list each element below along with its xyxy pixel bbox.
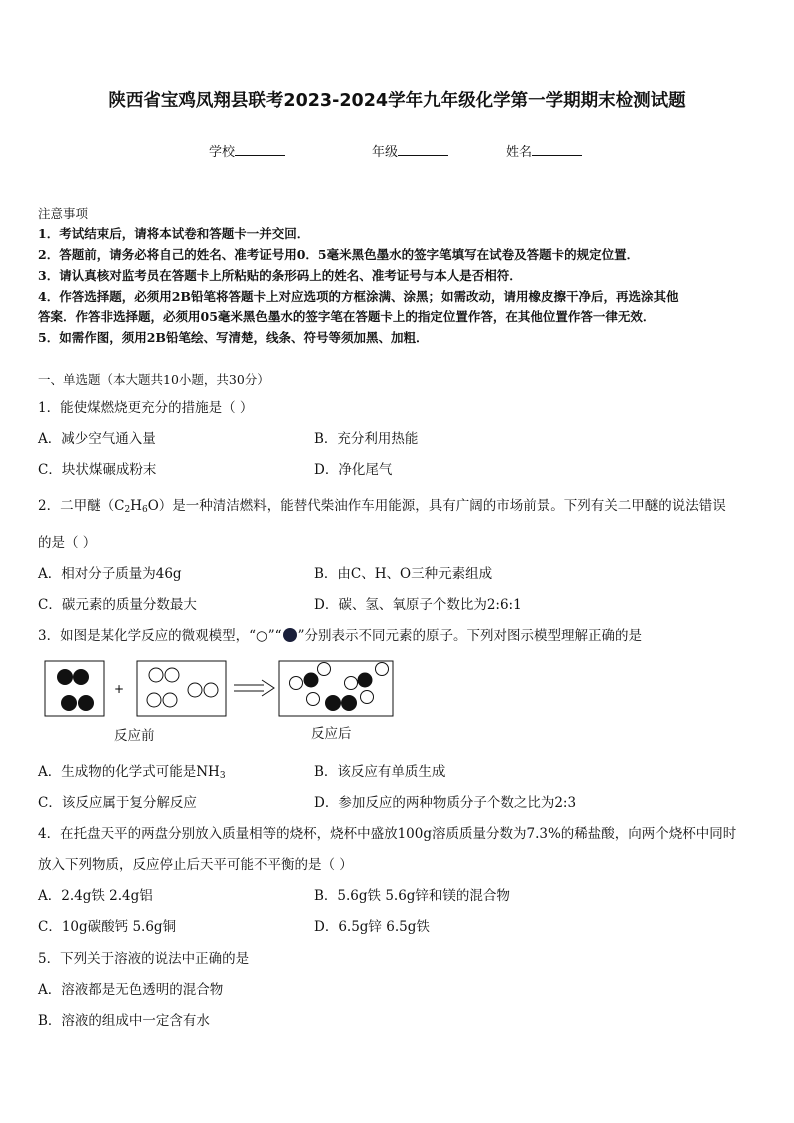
section-heading: 一、单选题（本大题共10小题，共30分） [38,372,270,387]
white-atom [165,668,179,682]
black-atom-icon [283,628,297,642]
q2-option-b[interactable]: B．由C、H、O三种元素组成 [314,566,493,582]
q2-stem [38,494,726,515]
q2-option-a[interactable]: A．相对分子质量为46g [38,566,182,582]
name-label: 姓名 [506,145,533,160]
q4-stem-line2: 放入下列物质，反应停止后天平可能不平衡的是（ ） [38,857,353,873]
q1-option-a[interactable]: A．减少空气通入量 [38,431,156,447]
q2-option-d[interactable]: D．碳、氢、氧原子个数比为2:6:1 [314,597,522,613]
black-atom [73,669,89,685]
plus-sign: + [114,682,125,696]
white-atom [376,663,389,676]
white-atom [345,677,358,690]
formula-c: C [114,498,125,514]
notice-heading: 注意事项 [38,206,89,221]
notice-item: 1．考试结束后，请将本试卷和答题卡一并交回． [38,226,310,241]
black-atom [304,673,319,688]
black-atom [57,669,73,685]
formula [114,498,159,514]
grade-label: 年级 [372,145,399,160]
school-label: 学校 [209,145,236,160]
q1-option-d[interactable]: D．净化尾气 [314,462,393,478]
q3-option-c[interactable]: C．该反应属于复分解反应 [38,795,197,811]
q2-option-c[interactable]: C．碳元素的质量分数最大 [38,597,197,613]
white-atom [204,683,218,697]
q2-stem-part: 2．二甲醚（ [38,498,115,514]
black-atom [341,695,357,711]
school-blank[interactable] [235,143,285,156]
page-title: 陕西省宝鸡凤翔县联考2023-2024学年九年级化学第一学期期末检测试题 [108,91,686,111]
white-atom [307,693,320,706]
notice-item: 答案．作答非选择题，必须用05毫米黑色墨水的签字笔在答题卡上的指定位置作答，在其他位置作答一律无效． [38,309,656,324]
q1-option-c[interactable]: C．块状煤碾成粉末 [38,462,157,478]
white-atom [318,663,331,676]
q4-option-b[interactable]: B．5.6g铁 5.6g锌和镁的混合物 [314,888,510,904]
reaction-arrow [234,680,274,696]
q1-stem: 1．能使煤燃烧更充分的措施是（ ） [38,400,254,416]
q4-stem: 4．在托盘天平的两盘分别放入质量相等的烧杯，烧杯中盛放100g溶质质量分数为7.3%的稀盐酸，向两个烧杯中同时 [38,826,737,842]
q4-option-d[interactable]: D．6.5g锌 6.5g铁 [314,919,430,935]
formula-h: H [130,498,142,514]
caption-after: 反应后 [311,726,352,742]
q5-stem: 5．下列关于溶液的说法中正确的是 [38,951,250,967]
black-atom [78,695,94,711]
q1-option-b[interactable]: B．充分利用热能 [314,431,419,447]
notice-item: 3．请认真核对监考员在答题卡上所粘贴的条形码上的姓名、准考证号与本人是否相符． [38,268,522,283]
white-atom [290,677,303,690]
q3-option-b[interactable]: B．该反应有单质生成 [314,764,446,780]
q3-option-d[interactable]: D．参加反应的两种物质分子个数之比为2:3 [314,795,577,811]
grade-blank[interactable] [398,143,448,156]
q4-option-a[interactable]: A．2.4g铁 2.4g铝 [38,888,153,904]
q3-stem-part: ”分别表示不同元素的原子。下列对图示模型理解正确的是 [297,628,642,644]
formula-c-sub: 2 [124,505,131,515]
q3-stem-part: 3．如图是某化学反应的微观模型，“○”“ [38,628,282,644]
q5-option-a[interactable]: A．溶液都是无色透明的混合物 [38,982,224,998]
q2-stem-part: ）是一种清洁燃料，能替代柴油作车用能源，具有广阔的市场前景。下列有关二甲醚的说法错误 [158,498,726,514]
name-blank[interactable] [532,143,582,156]
black-atom [325,695,341,711]
formula-o: O [147,498,159,514]
q3-option-a-sub: 3 [219,771,226,781]
white-atom [147,693,161,707]
q3-stem [38,624,642,644]
name-field [506,141,582,160]
school-field [209,141,285,160]
notice-item: 4．作答选择题，必须用2B铅笔将答题卡上对应选项的方框涂满、涂黑；如需改动，请用橡皮擦干净后，再选涂其他 [38,289,679,304]
black-atom [61,695,77,711]
black-atom [358,673,373,688]
q3-option-a-text: A．生成物的化学式可能是NH [38,764,220,780]
q2-stem-line2: 的是（ ） [38,535,97,551]
q4-option-c[interactable]: C．10g碳酸钙 5.6g铜 [38,919,177,935]
q3-option-a[interactable] [38,760,226,781]
q5-option-b[interactable]: B．溶液的组成中一定含有水 [38,1013,210,1029]
formula-h-sub: 6 [141,505,148,515]
white-atom [188,683,202,697]
caption-before: 反应前 [114,728,155,744]
notice-item: 5．如需作图，须用2B铅笔绘、写清楚，线条、符号等须加黑、加粗． [38,330,429,345]
white-atom [149,668,163,682]
grade-field [372,141,448,160]
white-atom [163,693,177,707]
white-atom [361,691,374,704]
notice-item: 2．答题前，请务必将自己的姓名、准考证号用0．5毫米黑色墨水的签字笔填写在试卷及答题卡的规定位置． [38,247,640,262]
